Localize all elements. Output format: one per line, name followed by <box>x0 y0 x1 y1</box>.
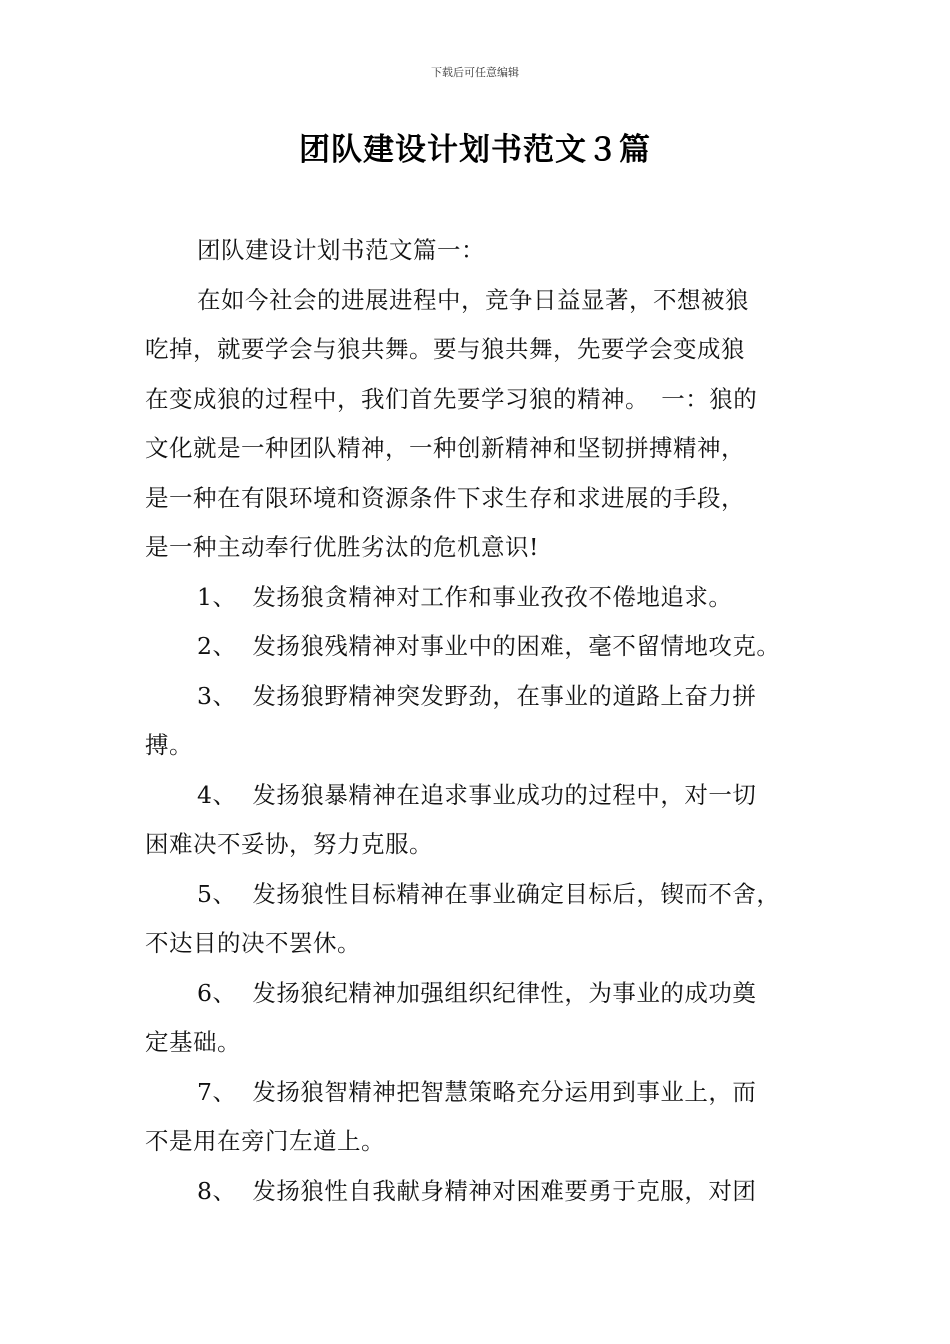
intro-paragraph <box>145 276 817 573</box>
paragraph-line: 在变成狼的过程中，我们首先要学习狼的精神。 一：狼的 <box>145 384 758 413</box>
list-item-line <box>145 672 817 722</box>
list-item-line <box>145 573 817 623</box>
list-item-1 <box>145 573 817 623</box>
document-body <box>145 226 817 1216</box>
list-item-2 <box>145 622 817 672</box>
list-item-3 <box>145 672 817 771</box>
list-item-line <box>145 870 817 920</box>
list-item-text: 发扬狼野精神突发野劲，在事业的道路上奋力拼 <box>252 681 757 710</box>
list-item-line <box>145 969 817 1019</box>
list-item-text: 发扬狼性目标精神在事业确定目标后，锲而不舍， <box>252 879 781 908</box>
list-item-line: 定基础。 <box>145 1028 241 1056</box>
list-item-line: 不达目的决不罢休。 <box>145 929 361 957</box>
list-item-text: 发扬狼残精神对事业中的困难，毫不留情地攻克。 <box>252 632 781 660</box>
list-item-line <box>145 1068 817 1118</box>
list-item-text: 发扬狼性自我献身精神对困难要勇于克服，对团 <box>252 1176 757 1205</box>
paragraph-line: 是一种主动奉行优胜劣汰的危机意识! <box>145 533 539 561</box>
list-item-7 <box>145 1068 817 1167</box>
list-item-4 <box>145 771 817 870</box>
list-item-line: 不是用在旁门左道上。 <box>145 1127 385 1155</box>
list-item-text: 发扬狼暴精神在追求事业成功的过程中，对一切 <box>252 780 757 809</box>
list-item-number: 3、 <box>197 681 237 710</box>
list-item-number: 6、 <box>197 978 237 1007</box>
list-item-number: 7、 <box>197 1077 237 1106</box>
list-item-line: 困难决不妥协，努力克服。 <box>145 830 433 858</box>
paragraph-line: 文化就是一种团队精神，一种创新精神和坚韧拼搏精神， <box>145 434 745 462</box>
list-item-8 <box>145 1167 817 1217</box>
page-header: 下载后可任意编辑 <box>431 66 519 79</box>
list-item-number: 4、 <box>197 780 237 809</box>
list-item-text: 发扬狼贪精神对工作和事业孜孜不倦地追求。 <box>252 582 733 611</box>
list-item-line <box>145 771 817 821</box>
list-item-number: 1、 <box>197 582 237 611</box>
list-item-line: 搏。 <box>145 731 193 759</box>
list-item-line <box>145 622 817 672</box>
section-heading: 团队建设计划书范文篇一： <box>197 236 485 264</box>
list-item-5 <box>145 870 817 969</box>
list-item-number: 2、 <box>197 632 237 660</box>
document-title: 团队建设计划书范文３篇 <box>299 132 651 168</box>
paragraph-line: 吃掉，就要学会与狼共舞。要与狼共舞，先要学会变成狼 <box>145 335 745 363</box>
list-item-6 <box>145 969 817 1068</box>
paragraph-line: 是一种在有限环境和资源条件下求生存和求进展的手段， <box>145 483 745 512</box>
list-item-text: 发扬狼纪精神加强组织纪律性，为事业的成功奠 <box>252 978 757 1007</box>
list-item-number: 5、 <box>197 879 237 908</box>
list-item-text: 发扬狼智精神把智慧策略充分运用到事业上，而 <box>252 1077 757 1106</box>
list-item-number: 8、 <box>197 1176 237 1205</box>
paragraph-line: 在如今社会的进展进程中，竞争日益显著，不想被狼 <box>197 285 749 314</box>
list-item-line <box>145 1167 817 1217</box>
